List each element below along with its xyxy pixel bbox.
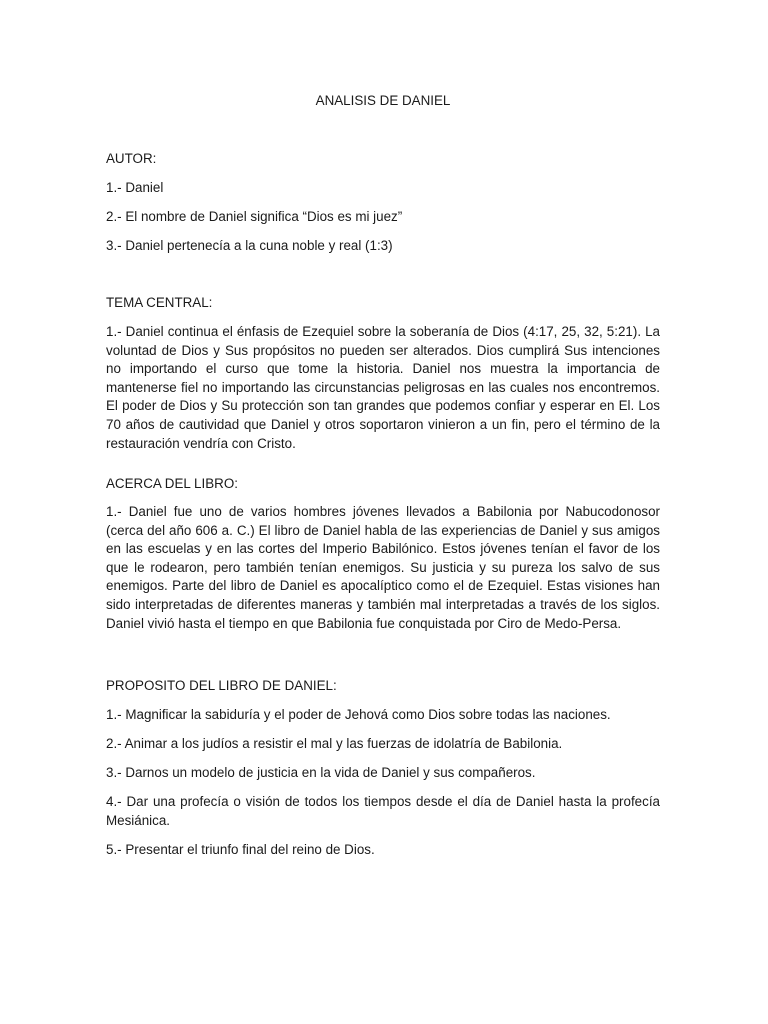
autor-item: 1.- Daniel: [106, 180, 164, 195]
acerca-paragraph: 1.- Daniel fue uno de varios hombres jóvenes llevados a Babilonia por Nabucodonosor (cerca del año 606 a. C.) El libro de Daniel habla de las experiencias de Daniel y sus amigos en las escuelas y en las cortes del Imperio Babilónico. Estos jóvenes tenían el favor de los que le rodearon, pero también tenían enemigos. Su justicia y su pureza los salvo de sus enemigos. Parte del libro de Daniel es apocalíptico como el de Ezequiel. Estas visiones han sido interpretadas de diferentes maneras y también mal interpretadas a través de los siglos. Daniel vivió hasta el tiempo en que Babilonia fue conquistada por Ciro de Medo-Persa.: [106, 504, 660, 631]
document-title: ANALISIS DE DANIEL: [315, 93, 451, 108]
autor-item: 3.- Daniel pertenecía a la cuna noble y real (1:3): [106, 238, 393, 253]
section-heading-autor: AUTOR:: [106, 151, 157, 166]
proposito-item: 1.- Magnificar la sabiduría y el poder de Jehová como Dios sobre todas las naciones.: [106, 707, 611, 722]
proposito-item: 4.- Dar una profecía o visión de todos los tiempos desde el día de Daniel hasta la profecía Mesiánica.: [106, 794, 660, 828]
section-heading-proposito: PROPOSITO DEL LIBRO DE DANIEL:: [106, 678, 337, 693]
proposito-item: 3.- Darnos un modelo de justicia en la vida de Daniel y sus compañeros.: [106, 765, 536, 780]
section-heading-acerca: ACERCA DEL LIBRO:: [106, 476, 238, 491]
tema-central-paragraph: 1.- Daniel continua el énfasis de Ezequiel sobre la soberanía de Dios (4:17, 25, 32, 5:21). La voluntad de Dios y Sus propósitos no pueden ser alterados. Dios cumplirá Sus intenciones no importando el curso que tome la historia. Daniel nos muestra la importancia de mantenerse fiel no importando las circunstancias peligrosas en las cuales nos encontremos. El poder de Dios y Su protección son tan grandes que podemos confiar y esperar en El. Los 70 años de cautividad que Daniel y otros soportaron vinieron a un fin, pero el término de la restauración vendría con Cristo.: [106, 324, 660, 451]
section-heading-tema-central: TEMA CENTRAL:: [106, 295, 213, 310]
proposito-item: 5.- Presentar el triunfo final del reino de Dios.: [106, 842, 375, 857]
autor-item: 2.- El nombre de Daniel significa “Dios es mi juez”: [106, 209, 403, 224]
proposito-item: 2.- Animar a los judíos a resistir el mal y las fuerzas de idolatría de Babilonia.: [106, 736, 563, 751]
